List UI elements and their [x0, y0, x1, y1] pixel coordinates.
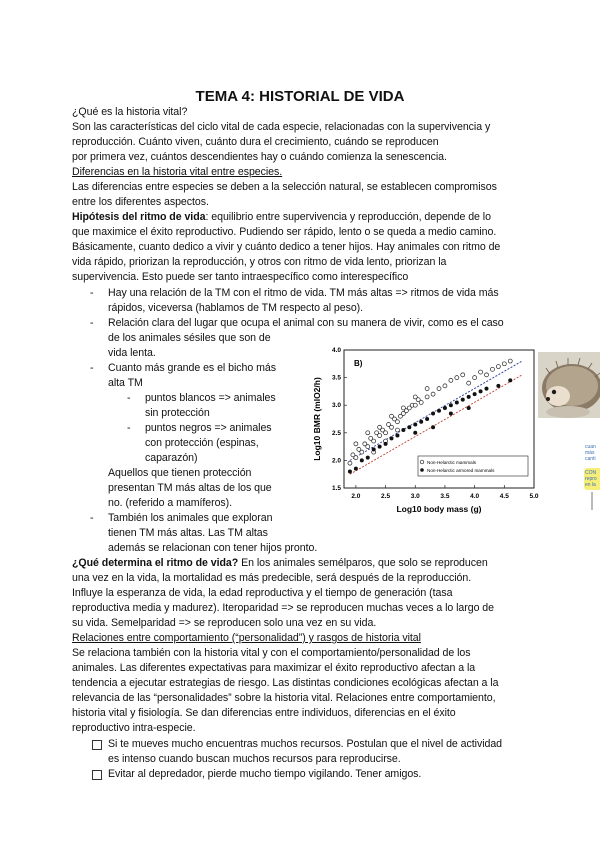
bullet-text: rápidos, viceversa (hablamos de TM respecto al peso). [108, 302, 364, 314]
bullet-text: alta TM [108, 377, 143, 389]
data-point-filled [384, 442, 388, 446]
sticky-line: más [585, 450, 595, 456]
data-point-open [502, 362, 506, 366]
y-tick-label: 2.0 [331, 457, 341, 465]
y-axis-label: Log10 BMR (mlO2/h) [312, 377, 322, 461]
checklist-text: Si te mueves mucho encuentras muchos recursos. Postulan que el nivel de actividad [108, 738, 503, 750]
data-point-open [395, 428, 399, 432]
data-point-open [413, 403, 417, 407]
sticky-line: canti [585, 456, 596, 462]
text-line: que maximice el éxito reproductivo. Pudiendo ser rápido, lento o se queda a medio camino. [72, 226, 497, 238]
question-heading: ¿Qué es la historia vital? [72, 106, 188, 118]
data-point-filled [419, 420, 423, 424]
x-tick-label: 5.0 [529, 493, 539, 500]
data-point-filled [372, 447, 376, 451]
data-point-open [413, 395, 417, 399]
data-point-filled [479, 389, 483, 393]
data-point-filled [366, 456, 370, 460]
question-heading: ¿Qué determina el ritmo de vida? [72, 557, 239, 569]
text-line: animales. Las diferentes expectativas para maximizar el éxito reproductivo afectan a la [72, 662, 476, 674]
text-line: relevancia de las “personalidades” sobre la historia vital. Relaciones entre comportamiento, [72, 692, 496, 704]
sub-bullet-text: puntos negros => animales [145, 422, 272, 434]
data-point-open [425, 387, 429, 391]
bullet-marker: - [90, 287, 94, 299]
bullet-text: Relación clara del lugar que ocupa el animal con su manera de vivir, como es el caso [108, 317, 504, 329]
bullet-marker: - [90, 512, 94, 524]
hypothesis-term: Hipótesis del ritmo de vida [72, 211, 206, 223]
page-title: TEMA 4: HISTORIAL DE VIDA [195, 88, 405, 105]
text-line: no. (referido a mamíferos). [108, 497, 233, 509]
checklist-text: es intenso cuando buscan muchos recursos para reproducirse. [108, 753, 401, 765]
data-point-filled [413, 431, 417, 435]
data-point-filled [407, 425, 411, 429]
data-point-open [490, 367, 494, 371]
data-point-filled [449, 403, 453, 407]
legend-label: Non-Helarctic mammals [427, 460, 477, 465]
bullet-marker: - [90, 362, 94, 374]
bmr-scatter-chart [306, 342, 540, 522]
text-line: entre los diferentes aspectos. [72, 196, 209, 208]
y-tick-label: 3.5 [331, 374, 341, 382]
data-point-open [378, 425, 382, 429]
data-point-open [366, 445, 370, 449]
text-line: su vida. Semelparidad => se reproducen solo una vez en su vida. [72, 617, 377, 629]
data-point-filled [378, 445, 382, 449]
data-point-filled [348, 469, 352, 473]
data-point-filled [390, 436, 394, 440]
bullet-text: vida lenta. [108, 347, 156, 359]
data-point-open [372, 439, 376, 443]
text-line: tendencia a ejecutar estrategias de riesgo. Las distintas condiciones ecológicas afectan a la [72, 677, 499, 689]
data-point-open [348, 461, 352, 465]
x-tick-label: 4.0 [470, 493, 480, 500]
y-tick-label: 3.0 [331, 402, 341, 410]
data-point-open [437, 387, 441, 391]
data-point-filled [395, 434, 399, 438]
panel-label: B) [354, 359, 363, 368]
text-line [72, 210, 491, 225]
data-point-open [419, 400, 423, 404]
data-point-open [390, 414, 394, 418]
text-line: Básicamente, cuanto dedico a vivir y cuánto dedico a tener hijos. Hay animales con ritmo de [72, 241, 501, 253]
text-line: Son las características del ciclo vital de cada especie, relacionadas con la supervivencia y [72, 121, 491, 133]
data-point-filled [467, 395, 471, 399]
sub-bullet-text: puntos blancos => animales [145, 392, 276, 404]
data-point-filled [508, 378, 512, 382]
comment-sticky-note[interactable] [582, 440, 600, 510]
text-line: reproductiva media y madurez). Iteroparidad => se reproducen muchas veces a lo largo de [72, 602, 494, 614]
text-line: historia vital y fisiología. Se dan diferencias entre individuos, diferencias en el éxito [72, 707, 456, 719]
data-point-filled [461, 398, 465, 402]
data-point-open [360, 450, 364, 454]
sub-bullet-text: caparazón) [145, 452, 198, 464]
data-point-open [384, 431, 388, 435]
data-point-filled [496, 384, 500, 388]
data-point-filled [473, 392, 477, 396]
text-line [72, 556, 488, 571]
data-point-open [395, 420, 399, 424]
text-line: por primera vez, cuántos descendientes hay o cuándo comienza la senescencia. [72, 151, 447, 163]
x-tick-label: 3.0 [410, 493, 420, 500]
bullet-text: además se relacionan con tener hijos pronto. [108, 542, 318, 554]
text-line: supervivencia. Esto puede ser tanto intraespecífico como interespecífico [72, 271, 409, 283]
data-point-open [461, 373, 465, 377]
section-heading: Relaciones entre comportamiento (“personalidad”) y rasgos de historia vital [72, 632, 421, 644]
hypothesis-text: : equilibrio entre supervivencia y reproducción, depende de lo [205, 211, 491, 223]
data-point-open [455, 376, 459, 380]
data-point-open [354, 442, 358, 446]
data-point-filled [360, 458, 364, 462]
hedgehog-photo [538, 352, 600, 418]
sticky-line: cuan [585, 444, 596, 450]
data-point-filled [413, 423, 417, 427]
data-point-filled [437, 409, 441, 413]
text-line: una vez en la vida, la mortalidad es más predecible, será después de la reproducción. [72, 572, 472, 584]
data-point-open [473, 376, 477, 380]
data-point-open [378, 434, 382, 438]
text-line: Aquellos que tienen protección [108, 467, 252, 479]
x-tick-label: 2.0 [351, 493, 361, 500]
data-point-filled [401, 428, 405, 432]
data-point-open [431, 392, 435, 396]
text-line: Las diferencias entre especies se deben a la selección natural, se establecen compromisos [72, 181, 497, 193]
legend-box [418, 456, 528, 476]
text-line: reproductivo intra-especie. [72, 722, 196, 734]
y-tick-label: 1.5 [331, 485, 341, 492]
legend-marker-open [420, 460, 424, 464]
sticky-line: repro [585, 476, 597, 482]
sticky-line: CON [585, 470, 597, 476]
bullet-text: Hay una relación de la TM con el ritmo de vida. TM más altas => ritmos de vida más [108, 287, 499, 299]
text-line: vida rápido, priorizan la reproducción, y otros con ritmo de vida lento, priorizan la [72, 256, 447, 268]
data-point-open [508, 359, 512, 363]
fit-line [350, 361, 522, 460]
data-point-open [485, 373, 489, 377]
data-point-filled [449, 411, 453, 415]
data-point-filled [485, 387, 489, 391]
data-point-open [425, 395, 429, 399]
data-point-open [467, 381, 471, 385]
sub-bullet-text: sin protección [145, 407, 210, 419]
legend-marker-filled [420, 468, 424, 472]
data-point-open [449, 378, 453, 382]
text-line: Se relaciona también con la historia vital y con el comportamiento/personalidad de los [72, 647, 471, 659]
x-axis-label: Log10 body mass (g) [396, 504, 482, 514]
bullet-marker: - [90, 317, 94, 329]
sub-bullet-text: con protección (espinas, [145, 437, 259, 449]
data-point-filled [443, 406, 447, 410]
question-text: En los animales semélparos, que solo se reproducen [238, 557, 488, 569]
data-point-open [479, 370, 483, 374]
y-tick-label: 2.5 [331, 429, 341, 437]
data-point-filled [354, 467, 358, 471]
data-point-open [401, 406, 405, 410]
bullet-text: También los animales que exploran [108, 512, 273, 524]
sub-bullet-marker: - [127, 392, 131, 404]
checkbox[interactable] [92, 770, 102, 780]
sub-bullet-marker: - [127, 422, 131, 434]
x-tick-label: 3.5 [440, 493, 450, 500]
bullet-text: Cuanto más grande es el bicho más [108, 362, 276, 374]
x-tick-label: 4.5 [499, 493, 509, 500]
bullet-text: tienen TM más altas. Las TM altas [108, 527, 268, 539]
data-point-open [443, 384, 447, 388]
text-line: Influye la esperanza de vida, la edad reproductiva y el tiempo de generación (tasa [72, 587, 453, 599]
y-tick-label: 4.0 [331, 347, 341, 354]
section-heading: Diferencias en la historia vital entre especies. [72, 166, 283, 178]
data-point-open [390, 425, 394, 429]
data-point-filled [467, 406, 471, 410]
data-point-open [354, 456, 358, 460]
data-point-filled [431, 425, 435, 429]
legend-label: Non-Helarctic armored mammals [427, 468, 495, 473]
text-line: presentan TM más altas de los que [108, 482, 272, 494]
data-point-open [366, 431, 370, 435]
checklist-text: Evitar al depredador, pierde mucho tiempo vigilando. Tener amigos. [108, 768, 422, 780]
data-point-filled [455, 400, 459, 404]
text-line: reproducción. Cuánto viven, cuánto dura el crecimiento, cuándo se reproducen [72, 136, 439, 148]
x-tick-label: 2.5 [381, 493, 391, 500]
data-point-filled [425, 417, 429, 421]
data-point-filled [431, 411, 435, 415]
data-point-open [496, 365, 500, 369]
checkbox[interactable] [92, 740, 102, 750]
sticky-line: en la [585, 482, 596, 488]
bullet-text: de los animales sésiles que son de [108, 332, 271, 344]
